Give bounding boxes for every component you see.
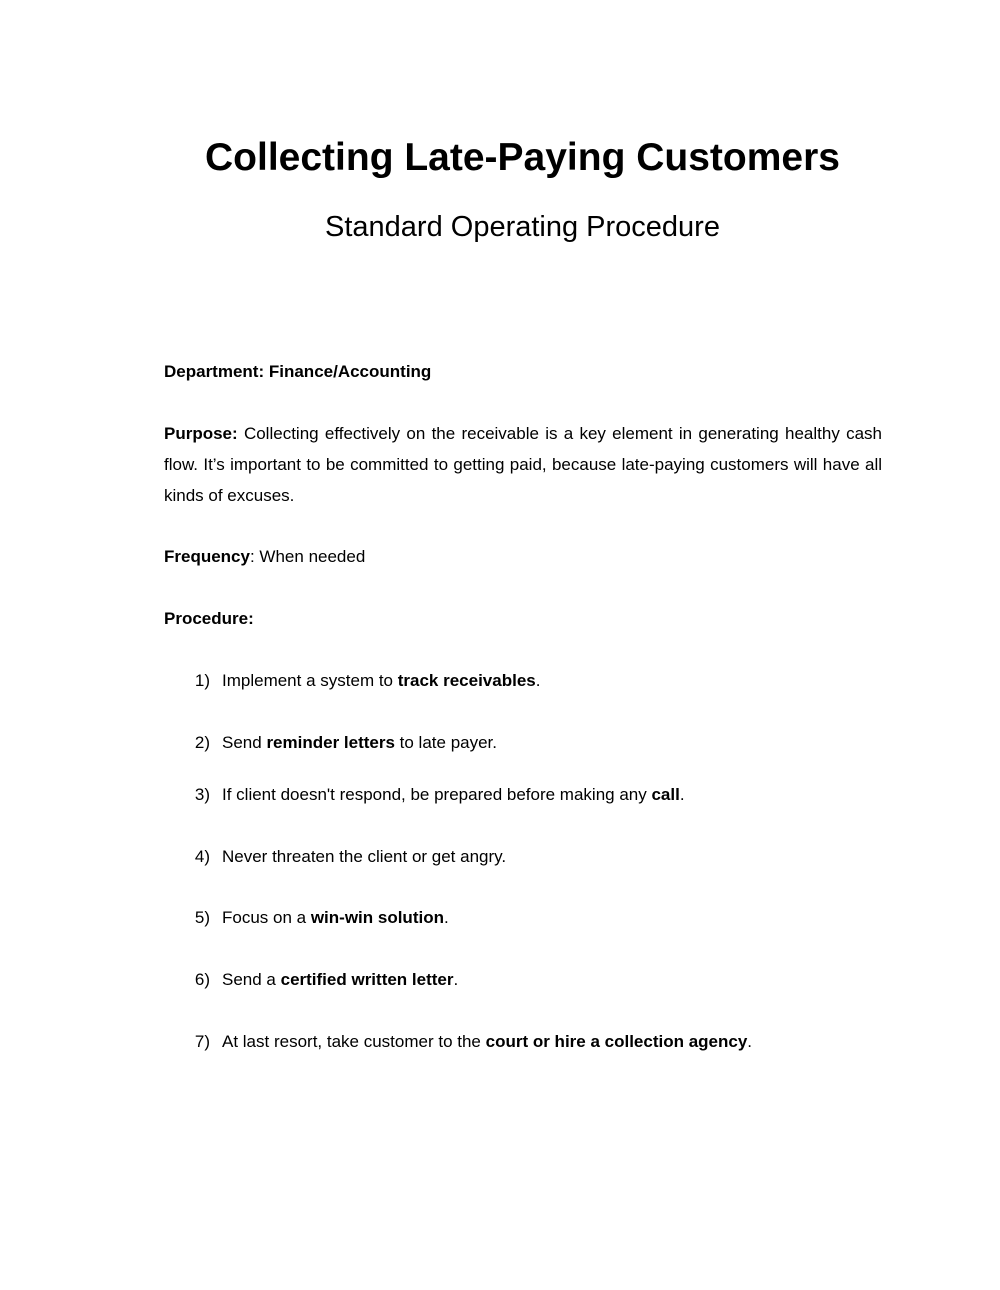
step-text-end: . [679, 785, 685, 804]
procedure-step [194, 665, 541, 696]
procedure-step [194, 779, 685, 810]
step-bold-text: court or hire a collection agency [485, 1032, 748, 1051]
step-text-end: . [443, 908, 449, 927]
step-number: 5) [194, 908, 210, 927]
step-bold-text: certified written letter [280, 970, 454, 989]
step-number: 6) [194, 970, 210, 989]
document-subtitle: Standard Operating Procedure [325, 211, 720, 243]
procedure-step [194, 1026, 753, 1057]
step-text-end: . [453, 970, 459, 989]
procedure-step [194, 964, 459, 995]
frequency-line [164, 541, 365, 572]
step-text: Send a [222, 970, 281, 989]
procedure-step [194, 841, 507, 872]
step-text: Implement a system to [222, 671, 398, 690]
step-bold-text: track receivables [397, 671, 536, 690]
procedure-step [194, 902, 449, 933]
step-number: 3) [194, 785, 210, 804]
step-text: If client doesn't respond, be prepared before making any [222, 785, 652, 804]
purpose-paragraph [164, 418, 882, 511]
document-title: Collecting Late-Paying Customers [205, 136, 840, 179]
step-text: Send [222, 733, 267, 752]
step-text: Focus on a [222, 908, 311, 927]
frequency-text: : When needed [249, 547, 366, 566]
purpose-label: Purpose: [164, 424, 238, 443]
step-text-end: to late payer. [394, 733, 498, 752]
department-line [164, 356, 431, 387]
department-label: Department: [164, 362, 265, 381]
step-bold-text: win-win solution [310, 908, 444, 927]
step-text: Never threaten the client or get angry. [222, 847, 507, 866]
step-text-end: . [535, 671, 541, 690]
procedure-step [194, 727, 498, 758]
step-number: 1) [194, 671, 210, 690]
step-number: 2) [194, 733, 210, 752]
procedure-heading [164, 603, 254, 634]
step-number: 4) [194, 847, 210, 866]
step-bold-text: call [651, 785, 680, 804]
frequency-label: Frequency [164, 547, 250, 566]
step-bold-text: reminder letters [266, 733, 395, 752]
step-text: At last resort, take customer to the [222, 1032, 486, 1051]
department-value: Finance/Accounting [268, 362, 432, 381]
step-text-end: . [747, 1032, 753, 1051]
procedure-label: Procedure: [164, 609, 254, 628]
purpose-text: Collecting effectively on the receivable is a key element in generating healthy cash flow. It’s important to be committed to getting paid, because late-paying customers will have all kinds of excuses. [164, 424, 882, 505]
step-number: 7) [194, 1032, 210, 1051]
